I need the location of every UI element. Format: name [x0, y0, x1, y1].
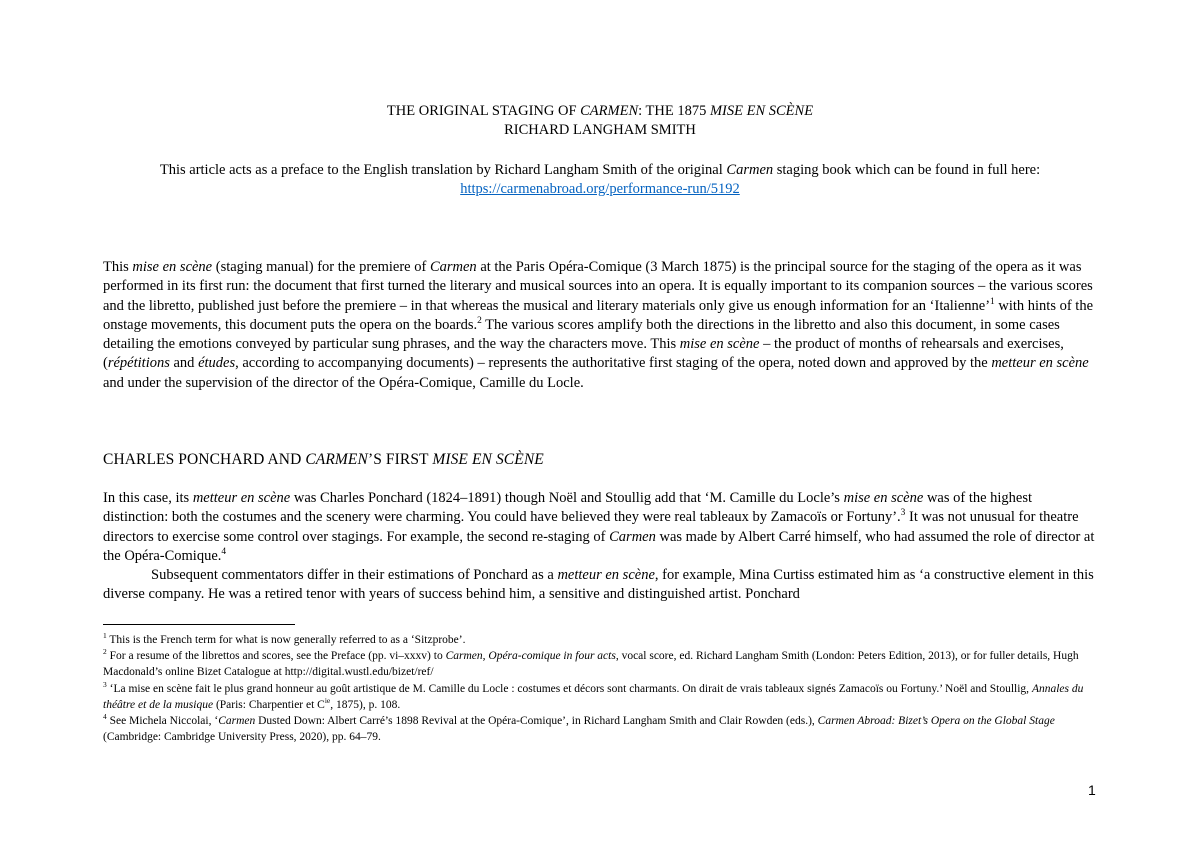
- p2-italic: mise en scène: [843, 490, 924, 506]
- p1-text: and under the supervision of the director of the Opéra-Comique, Camille du Locle.: [103, 374, 584, 391]
- p2-text: It was not unusual for theatre directors to exercise some control over stagings. For example, the second re-staging of: [103, 509, 1079, 545]
- p1-italic: Carmen: [429, 259, 477, 275]
- paragraph-ponchard-2: [103, 566, 1097, 605]
- footnote-number: 4: [103, 712, 107, 722]
- p2-text: was Charles Ponchard (1824–1891) though Noël and Stoullig add that ‘M. Camille du Locle’s: [290, 490, 844, 506]
- title-carmen-italic: CARMEN: [580, 103, 639, 119]
- p1-italic: études: [198, 355, 236, 372]
- footnote-text: ‘La mise en scène fait le plus grand honneur au goût artistique de M. Camille du Locle : costumes et décors sont charmants. On dirait de vrais tableaux signés Zamacoïs ou Fortuny.’ Noël and Stoullig,: [106, 682, 1032, 695]
- staging-book-link[interactable]: https://carmenabroad.org/performance-run/5192: [460, 181, 740, 197]
- p1-text: – the product of months of rehearsals and exercises, (: [103, 336, 1064, 372]
- intro-text-c: staging book which can be found in full here:: [773, 162, 1041, 178]
- p2-text: In this case, its: [103, 490, 193, 506]
- p2-text: was made by Albert Carré himself, who had assumed the role of director at the Opéra-Comique.: [103, 528, 1095, 564]
- footnote-italic: Carmen, Opéra-comique in four acts: [445, 650, 616, 663]
- section-heading: [103, 450, 544, 470]
- footnote-text: , vocal score, ed. Richard Langham Smith (London: Peters Edition, 2013), or for fuller details, Hugh Macdonald’s online Bizet Catalogue at http://digital.wustl.edu/bizet/ref/: [103, 650, 1079, 679]
- title-text-a: THE ORIGINAL STAGING OF: [386, 103, 581, 119]
- footnote-ref-3[interactable]: 3: [900, 508, 906, 519]
- p1-italic: metteur en scène: [991, 355, 1089, 372]
- heading-text: CHARLES PONCHARD AND: [103, 451, 306, 468]
- intro-paragraph: [103, 161, 1097, 199]
- p3-italic: metteur en scène: [557, 567, 655, 584]
- author-line: RICHARD LANGHAM SMITH: [504, 122, 696, 138]
- footnote-ref-1[interactable]: 1: [990, 296, 995, 307]
- p2-italic: Carmen: [609, 528, 656, 545]
- paragraph-ponchard: [103, 489, 1097, 605]
- footnote-ref-2[interactable]: 2: [477, 316, 482, 327]
- footnote-3: [103, 681, 1097, 713]
- footnote-superscript: ie: [324, 695, 331, 705]
- p1-text: The various scores amplify both the directions in the libretto and also this document, in some cases detailing the emotions conveyed by particular sung phrases, and the way the characters move. This: [103, 316, 1060, 353]
- p3-text: , for example, Mina Curtiss estimated him as ‘a constructive element in this diverse company. He was a retired tenor with years of success behind him, a sensitive and distinguished artist. Ponchard: [103, 567, 1094, 603]
- footnote-text: See Michela Niccolai, ‘: [106, 715, 219, 728]
- p3-text: Subsequent commentators differ in their estimations of Ponchard as a: [151, 567, 558, 584]
- footnote-separator: [103, 624, 295, 625]
- p1-text: with hints of the onstage movements, this document puts the opera on the boards.: [103, 297, 1094, 333]
- page-number: 1: [1088, 782, 1096, 798]
- heading-text: ’S FIRST: [367, 451, 433, 468]
- p1-text: and: [169, 355, 199, 372]
- paragraph-mise-en-scene: [103, 258, 1097, 393]
- p1-text: at the Paris Opéra-Comique (3 March 1875) is the principal source for the staging of the opera as it was performed in its first run: the document that first turned the literary and musical sources into an opera. It is equally important to its companion sources – the various scores and the libretto, published just before the premiere – in that whereas the musical and literary materials only give us enough information for an ‘Italienne’: [103, 259, 1093, 314]
- document-title: [0, 102, 1200, 121]
- title-mise-en-scene-italic: MISE EN SCÈNE: [709, 103, 814, 119]
- footnote-number: 3: [103, 679, 107, 689]
- footnote-italic: Carmen Abroad: Bizet’s Opera on the Global Stage: [817, 715, 1055, 728]
- footnote-italic: Carmen: [218, 715, 256, 728]
- footnote-text: Dusted Down: Albert Carré’s 1898 Revival at the Opéra-Comique’, in Richard Langham Smith and Clair Rowden (eds.),: [255, 715, 818, 728]
- footnote-number: 2: [103, 647, 107, 657]
- heading-italic: MISE EN SCÈNE: [432, 451, 544, 468]
- p2-italic: metteur en scène: [192, 490, 291, 506]
- heading-italic: CARMEN: [305, 451, 368, 468]
- p1-text: This: [103, 259, 133, 275]
- intro-text-a: This article acts as a preface to the English translation by Richard Langham Smith of the original: [159, 162, 727, 178]
- footnote-ref-4[interactable]: 4: [221, 547, 227, 558]
- title-text-c: : THE 1875: [638, 103, 710, 119]
- p1-text: , according to accompanying documents) – represents the authoritative first staging of the opera, noted down and approved by the: [235, 355, 992, 372]
- footnote-text: (Paris: Charpentier et C: [213, 698, 325, 711]
- footnote-number: 1: [103, 631, 107, 641]
- p1-italic: mise en scène: [679, 336, 760, 353]
- p2-text: was of the highest distinction: both the costumes and the scenery were charming. You could have believed they were real tableaux by Zamacoïs or Fortuny’.: [103, 490, 1033, 526]
- footnote-text: , 1875), p. 108.: [330, 698, 401, 711]
- footnote-2: [103, 648, 1097, 680]
- footnotes: [103, 632, 1097, 745]
- p1-text: (staging manual) for the premiere of: [212, 259, 430, 275]
- footnote-text: This is the French term for what is now generally referred to as a ‘Sitzprobe’.: [106, 634, 466, 646]
- footnote-4: [103, 713, 1097, 745]
- intro-carmen-italic: Carmen: [726, 162, 774, 178]
- paragraph-ponchard-1: [103, 489, 1097, 566]
- footnote-italic: Annales du théâtre et de la musique: [103, 682, 1084, 711]
- footnote-text: For a resume of the librettos and scores, see the Preface (pp. vi–xxxv) to: [106, 650, 446, 663]
- footnote-text: (Cambridge: Cambridge University Press, 2020), pp. 64–79.: [103, 731, 381, 744]
- footnote-1: [103, 632, 1097, 648]
- p1-italic: mise en scène: [132, 259, 213, 275]
- p1-italic: répétitions: [107, 355, 170, 372]
